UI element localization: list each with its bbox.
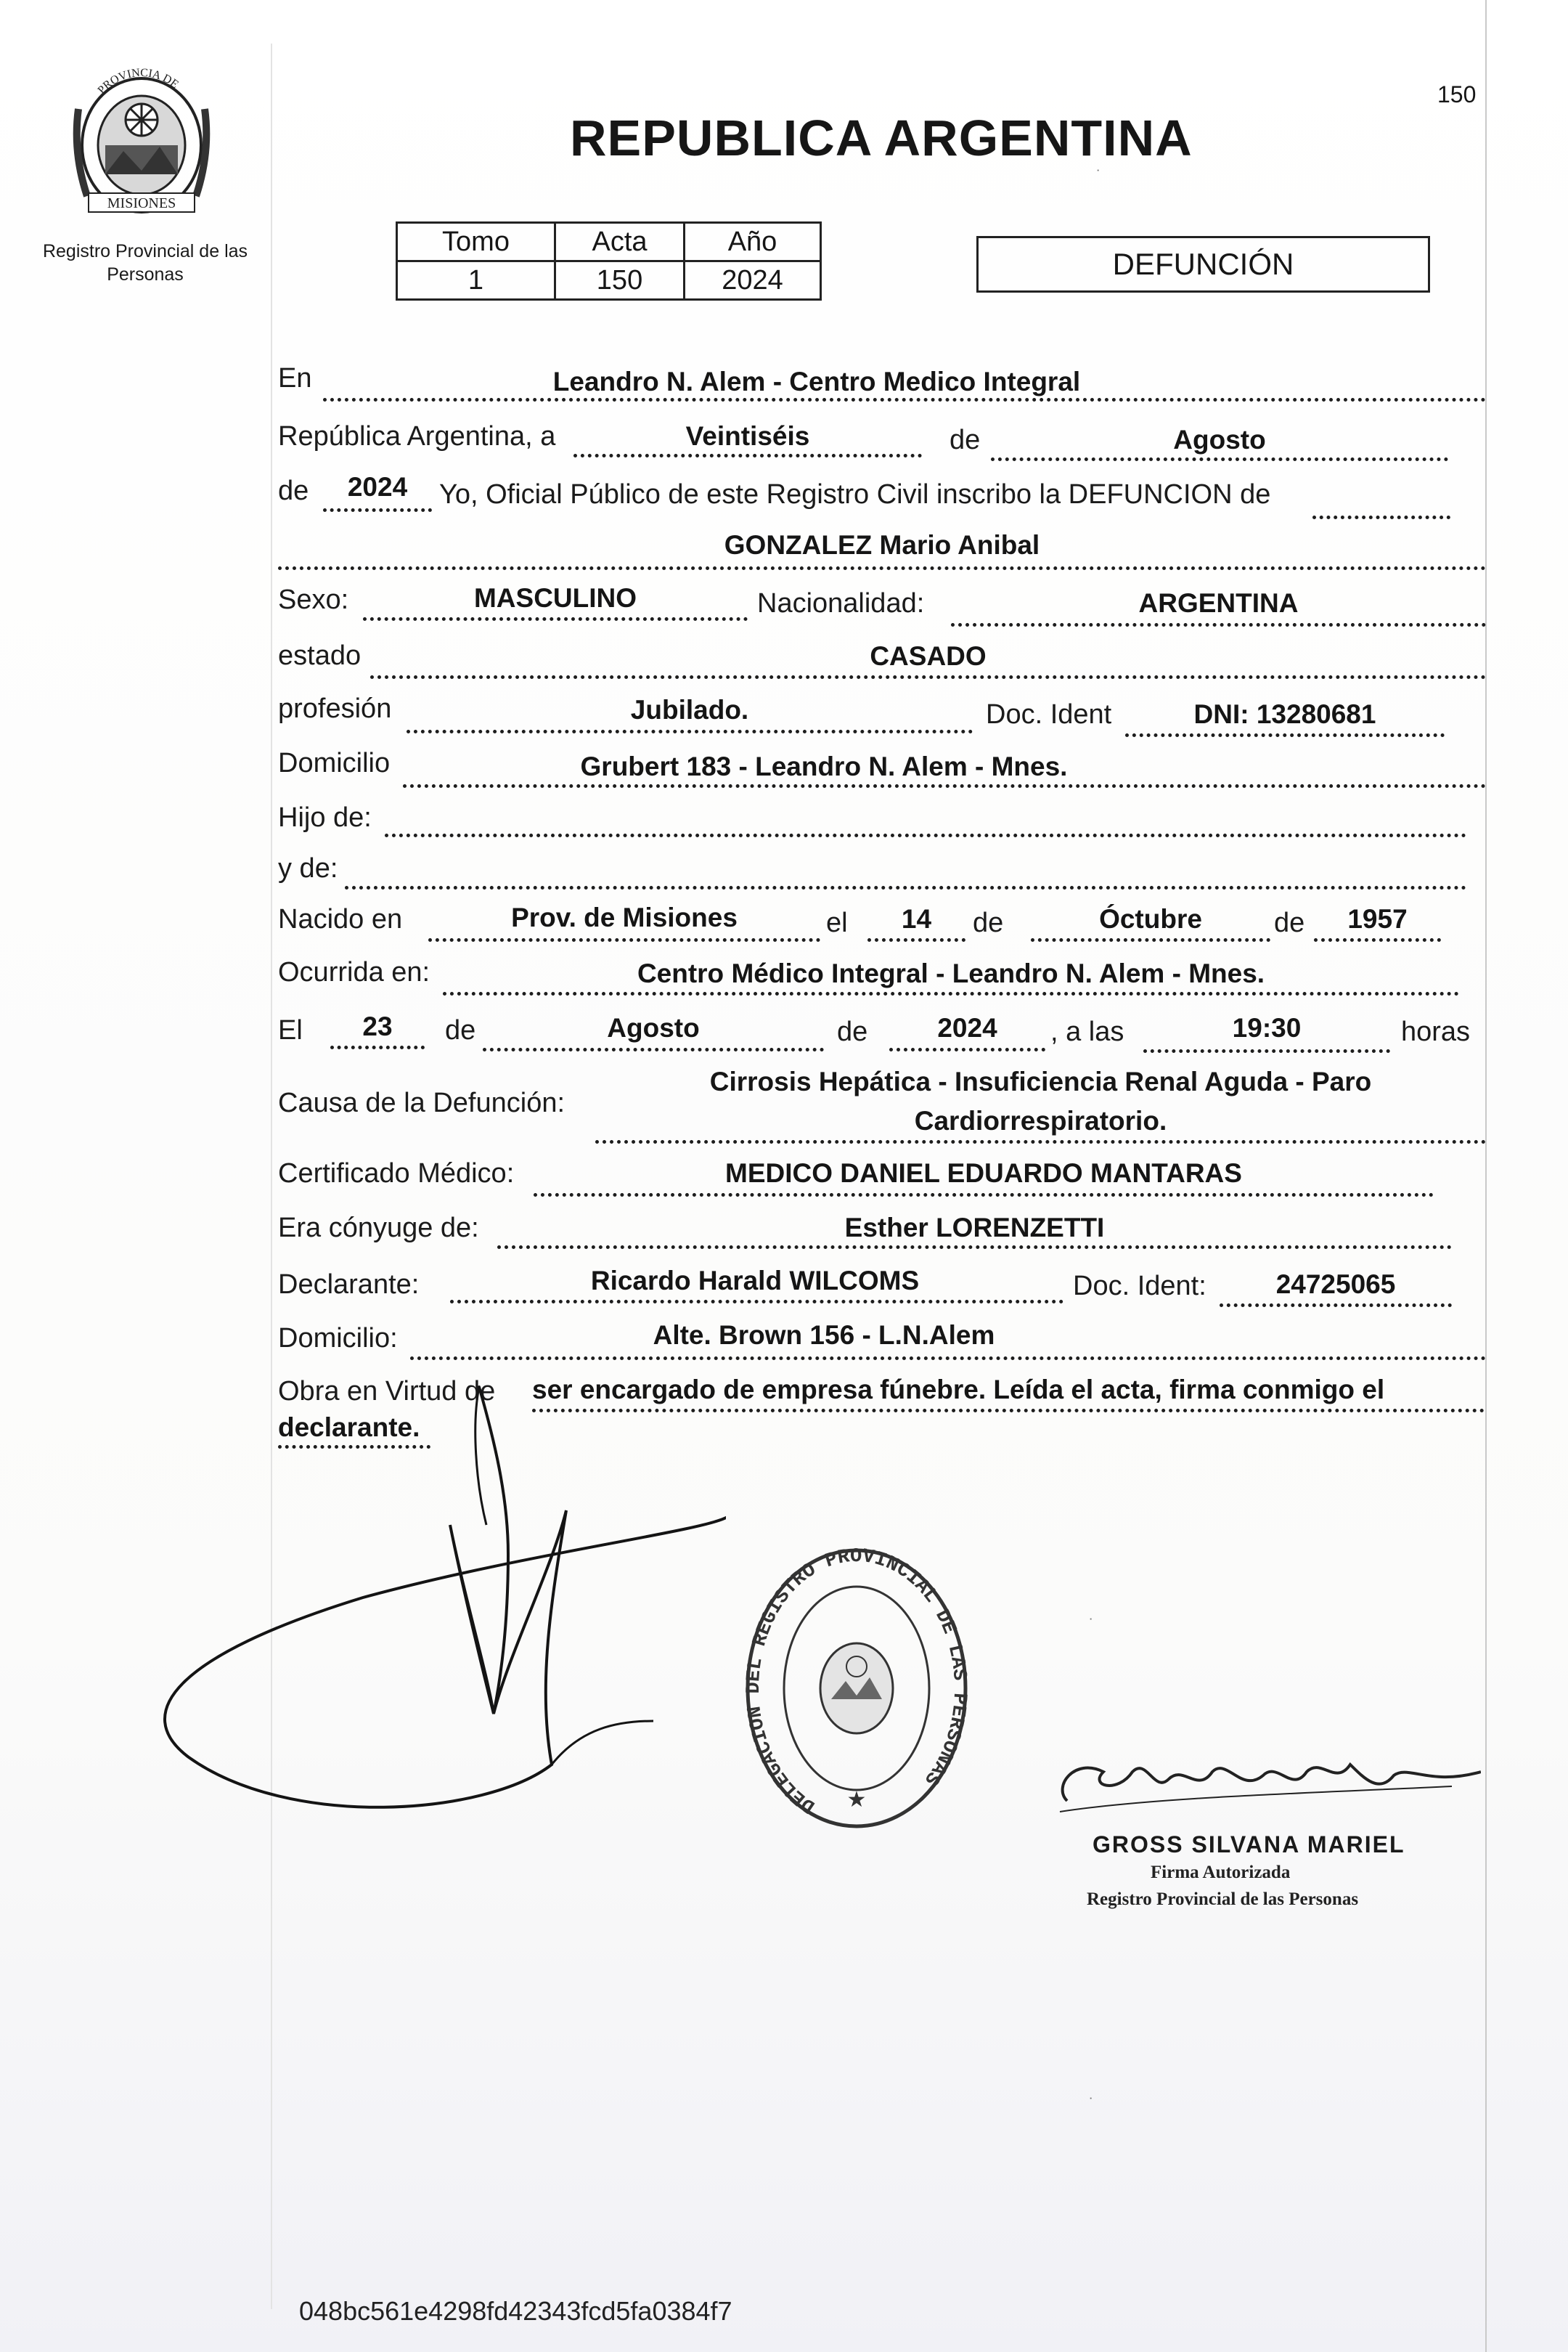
record-value-anio: 2024 — [685, 261, 821, 300]
certificado-value: MEDICO DANIEL EDUARDO MANTARAS — [725, 1158, 1242, 1188]
domicilio2-line — [410, 1356, 1486, 1360]
conyuge-label: Era cónyuge de: — [278, 1213, 479, 1243]
obra-value: ser encargado de empresa fúnebre. Leída el acta, firma conmigo el — [532, 1375, 1385, 1404]
fallecio-dia-value: 23 — [362, 1012, 393, 1041]
mes-line — [991, 457, 1448, 461]
hora-value: 19:30 — [1232, 1013, 1302, 1043]
nacido-mes-line — [1031, 938, 1270, 942]
nacido-mes-value: Óctubre — [1099, 904, 1202, 934]
anio-value: 2024 — [347, 472, 408, 502]
en-label: En — [278, 363, 312, 394]
causa-value: Cirrosis Hepática - Insuficiencia Renal Aguda - Paro Cardiorrespiratorio. — [709, 1067, 1372, 1136]
nacido-label: Nacido en — [278, 904, 403, 935]
y-de-label: y de: — [278, 853, 338, 884]
registry-seal-stamp — [740, 1547, 973, 1837]
nacido-anio-value: 1957 — [1347, 904, 1408, 934]
en-value: Leandro N. Alem - Centro Medico Integral — [552, 367, 1081, 396]
ocurrida-value: Centro Médico Integral - Leandro N. Alem - Mnes. — [637, 959, 1265, 988]
svg-text:★: ★ — [846, 1788, 867, 1812]
estado-label: estado — [278, 640, 362, 671]
registry-label: Registro Provincial de las Personas — [42, 241, 248, 285]
record-header-acta: Acta — [555, 223, 685, 261]
inscribo-line — [1312, 516, 1450, 519]
page-edge-line — [1485, 0, 1487, 2352]
fallecio-mes-line — [483, 1048, 824, 1051]
nacido-de-label-1: de — [973, 908, 1004, 938]
obra-value-2: declarante. — [278, 1412, 420, 1442]
estado-value: CASADO — [870, 641, 987, 671]
doc-ident-value: DNI: 13280681 — [1193, 699, 1376, 729]
obra-label: Obra en Virtud de — [278, 1376, 496, 1407]
fallecio-anio-value: 2024 — [937, 1013, 997, 1043]
official-title: Firma Autorizada — [1151, 1863, 1291, 1882]
page-number: 150 — [1437, 81, 1477, 107]
profesion-label: profesión — [278, 693, 392, 724]
sexo-value: MASCULINO — [473, 583, 637, 613]
record-table — [396, 221, 822, 301]
document-hash: 048bc561e4298fd42343fcd5fa0384f7 — [299, 2296, 732, 2326]
margin-line — [271, 44, 272, 2309]
el-cap-label: El — [278, 1015, 303, 1046]
domicilio-line — [403, 784, 1486, 788]
record-value-acta: 150 — [555, 261, 685, 300]
nacido-dia-line — [867, 938, 965, 942]
en-line — [323, 398, 1486, 402]
mes-value: Agosto — [1173, 425, 1266, 455]
de-label-1: de — [950, 425, 981, 455]
domicilio2-value: Alte. Brown 156 - L.N.Alem — [653, 1320, 995, 1350]
declarante-value: Ricardo Harald WILCOMS — [590, 1266, 920, 1295]
profesion-line — [407, 730, 973, 733]
conyuge-value: Esther LORENZETTI — [844, 1213, 1105, 1242]
declarante-label: Declarante: — [278, 1269, 420, 1300]
nacionalidad-value: ARGENTINA — [1138, 588, 1299, 618]
svg-text:PROVINCIA DE: PROVINCIA DE — [95, 66, 181, 97]
causa-line — [595, 1140, 1486, 1144]
domicilio-label: Domicilio — [278, 748, 391, 778]
causa-label: Causa de la Defunción: — [278, 1088, 565, 1118]
de-label-2: de — [278, 476, 309, 506]
nacido-lugar-line — [428, 938, 820, 942]
doc-ident-line — [1125, 733, 1445, 737]
record-value-tomo: 1 — [397, 261, 555, 300]
record-type-box: DEFUNCIÓN — [976, 236, 1430, 293]
fallecio-de-label-2: de — [837, 1017, 868, 1047]
fallecio-mes-value: Agosto — [607, 1013, 700, 1043]
sexo-line — [363, 617, 748, 621]
province-coat-of-arms-logo — [73, 65, 211, 218]
anio-line — [323, 508, 432, 512]
nacionalidad-label: Nacionalidad: — [757, 588, 925, 619]
dia-line — [573, 454, 922, 457]
fallecio-anio-line — [889, 1048, 1045, 1051]
hijo-line — [385, 834, 1466, 837]
fallecio-dia-line — [330, 1046, 425, 1049]
sexo-label: Sexo: — [278, 585, 349, 615]
page-title: REPUBLICA ARGENTINA — [570, 110, 1193, 166]
horas-label: horas — [1401, 1017, 1471, 1047]
domicilio-value: Grubert 183 - Leandro N. Alem - Mnes. — [580, 752, 1068, 781]
record-header-tomo: Tomo — [397, 223, 555, 261]
doc-ident2-label: Doc. Ident: — [1073, 1271, 1206, 1301]
estado-line — [370, 675, 1486, 679]
doc-ident-label: Doc. Ident — [986, 699, 1112, 730]
svg-text:DELEGACION DEL REGISTRO PROVIN: DELEGACION DEL REGISTRO PROVINCIAL DE LAS PERSONAS — [743, 1547, 971, 1817]
inscribo-text: Yo, Oficial Público de este Registro Civil inscribo la DEFUNCION de — [439, 479, 1271, 510]
logo-text-bottom: MISIONES — [107, 195, 176, 211]
certificado-line — [534, 1193, 1434, 1197]
y-de-line — [345, 886, 1466, 890]
a-las-label: , a las — [1050, 1017, 1124, 1047]
nacionalidad-line — [951, 623, 1486, 627]
conyuge-line — [497, 1245, 1452, 1249]
republica-label: República Argentina, a — [278, 421, 556, 452]
declarante-line — [450, 1300, 1063, 1303]
nacido-de-label-2: de — [1274, 908, 1305, 938]
record-header-anio: Año — [685, 223, 821, 261]
nacido-dia-value: 14 — [901, 904, 932, 934]
ocurrida-label: Ocurrida en: — [278, 957, 430, 988]
deceased-name-value: GONZALEZ Mario Anibal — [724, 530, 1040, 560]
profesion-value: Jubilado. — [630, 695, 749, 725]
dia-value: Veintiséis — [685, 421, 810, 451]
nacido-lugar-value: Prov. de Misiones — [511, 903, 738, 932]
nacido-anio-line — [1314, 938, 1441, 942]
hijo-label: Hijo de: — [278, 802, 372, 833]
certificado-label: Certificado Médico: — [278, 1158, 515, 1189]
fallecio-de-label-1: de — [445, 1015, 476, 1046]
hora-line — [1143, 1049, 1390, 1053]
nacido-el-label: el — [826, 908, 848, 938]
doc-ident2-value: 24725065 — [1275, 1269, 1396, 1299]
official-name: GROSS SILVANA MARIEL — [1093, 1831, 1405, 1857]
ocurrida-line — [443, 992, 1459, 996]
nombre-line — [278, 566, 1486, 570]
doc-ident2-line — [1220, 1303, 1452, 1307]
official-registry: Registro Provincial de las Personas — [1087, 1889, 1359, 1909]
official-signature — [1045, 1743, 1481, 1830]
declarant-signature — [145, 1380, 726, 1888]
domicilio2-label: Domicilio: — [278, 1323, 398, 1354]
